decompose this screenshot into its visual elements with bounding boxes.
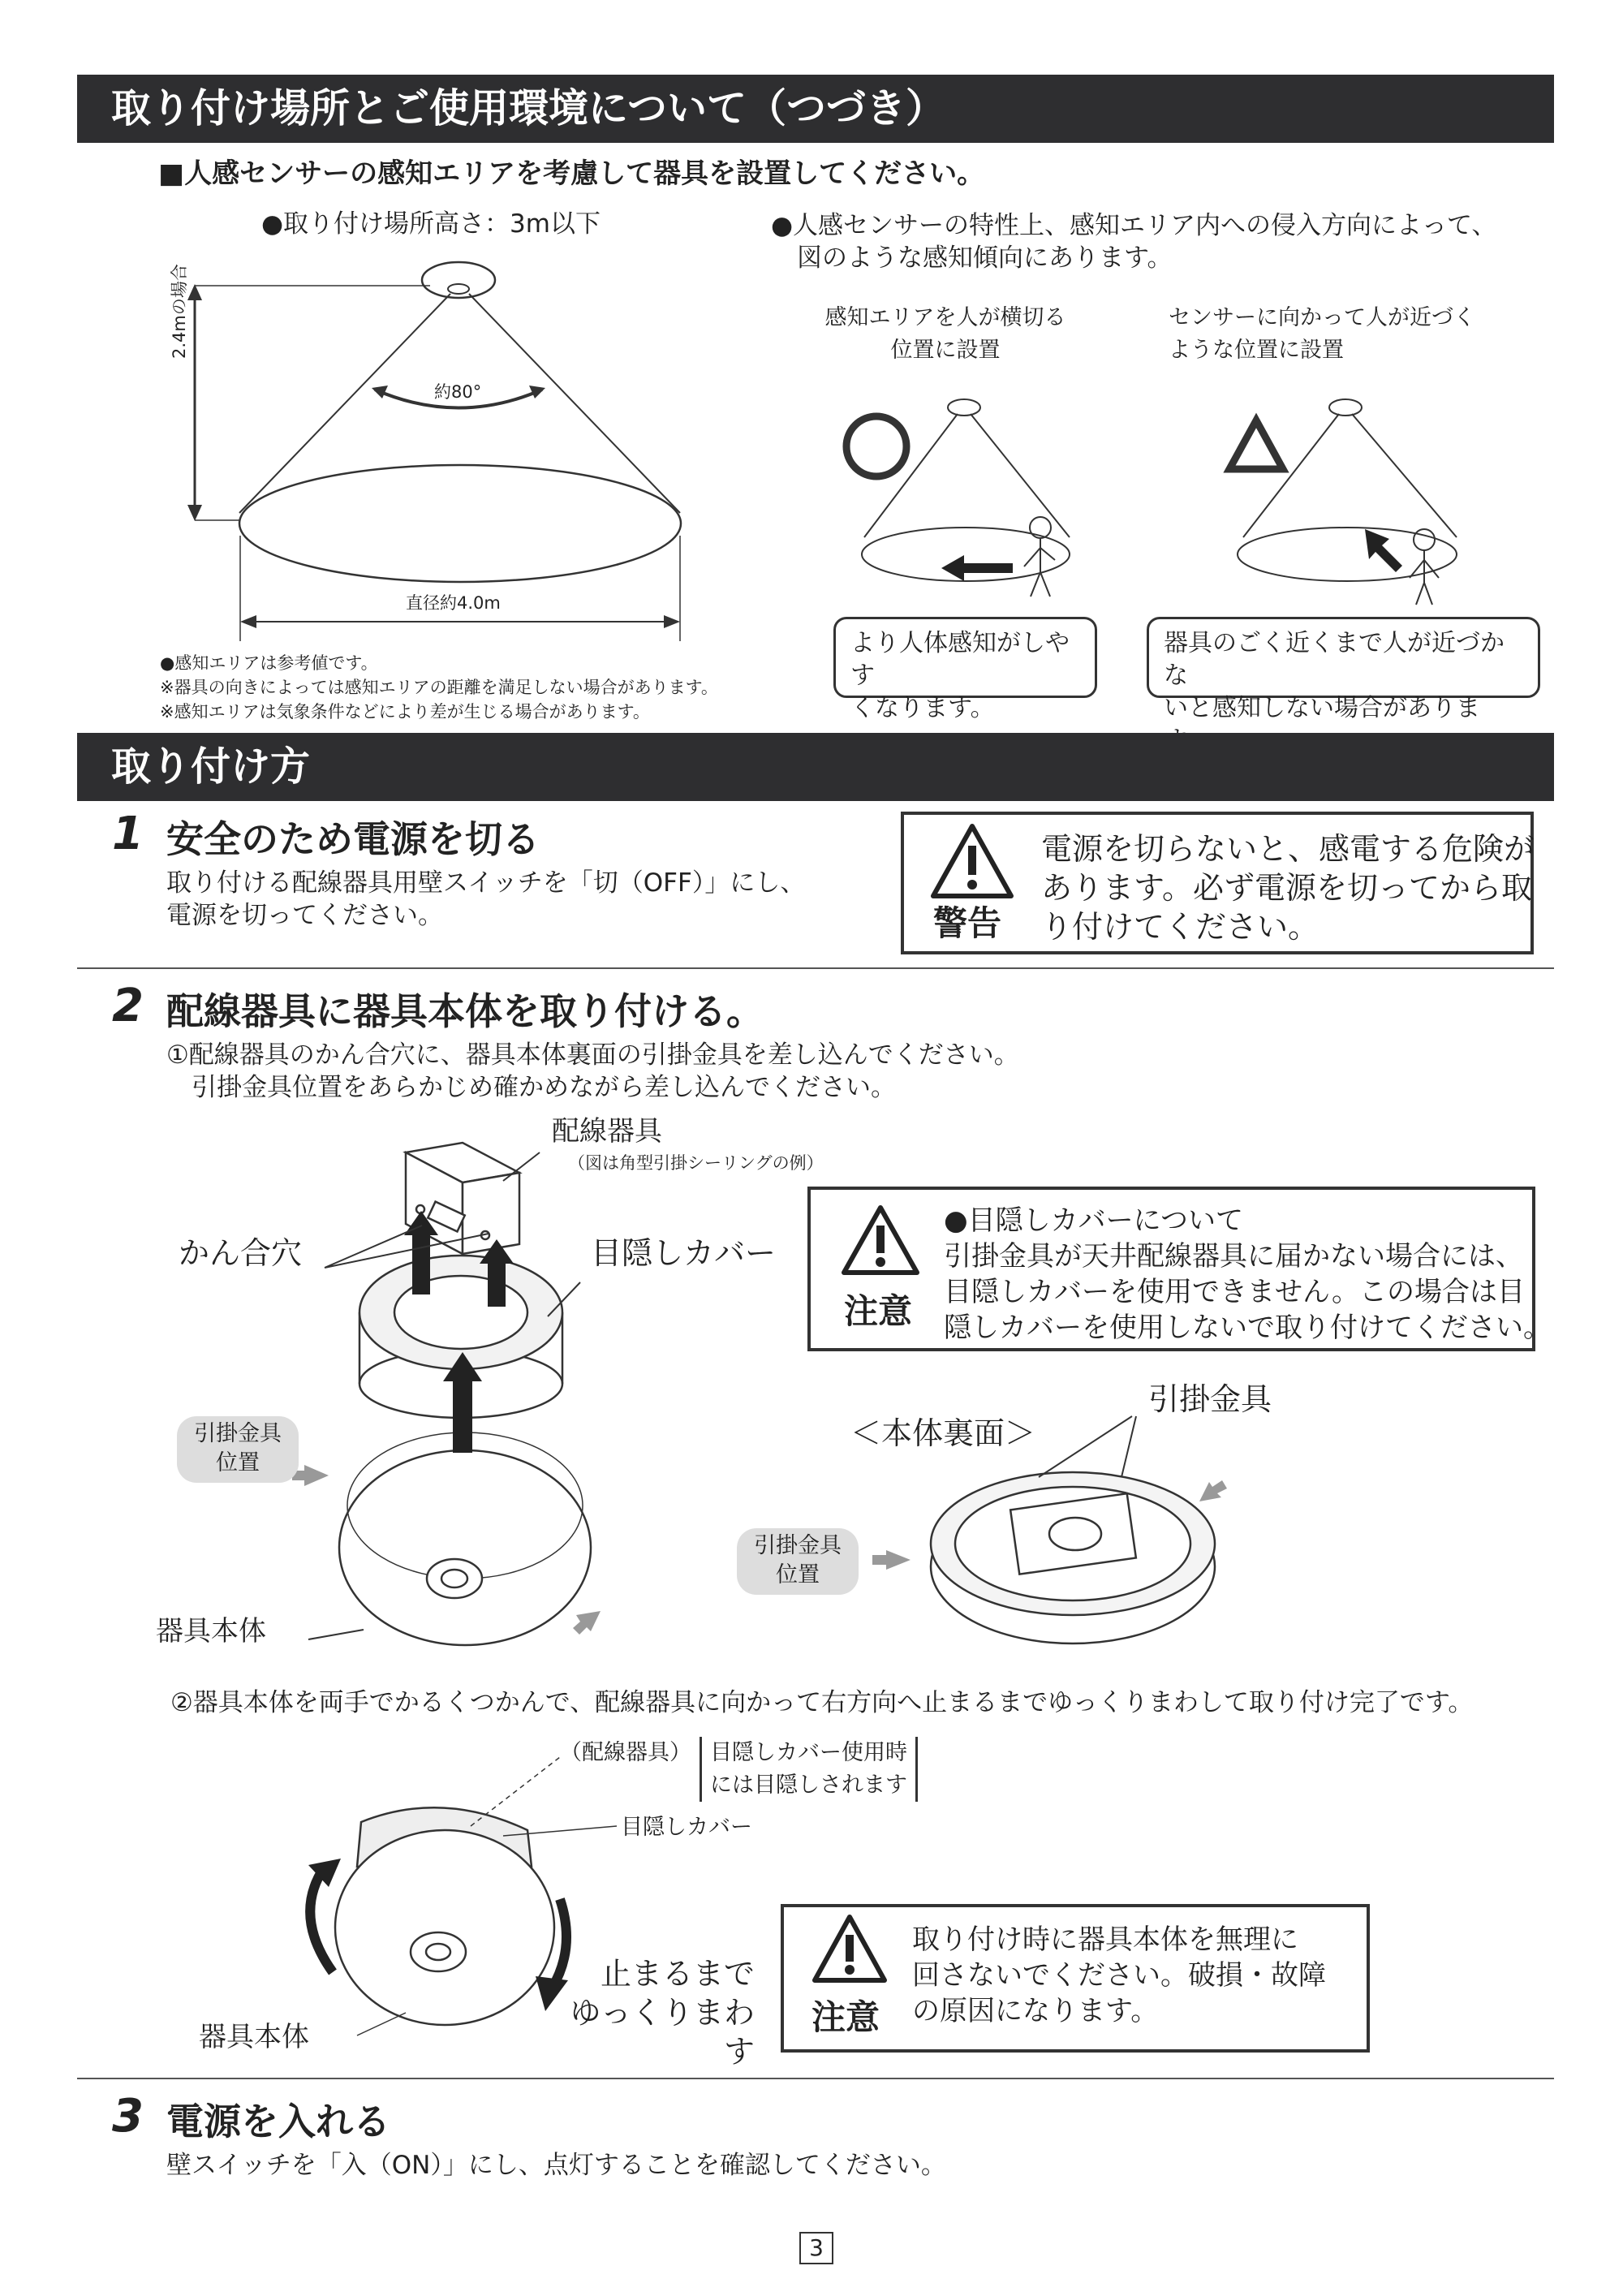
step-1-number: 1 [112, 808, 144, 860]
case-b-result: 器具のごく近くまで人が近づかな いと感知しない場合がありま [1147, 617, 1540, 698]
sensor-characteristic-line-2: 図のような感知傾向にあります。 [797, 243, 1173, 273]
hook-position-tag-back: 引掛金具 位置 [737, 1528, 859, 1595]
case-a-result: より人体感知がしやす くなります。 [833, 617, 1097, 698]
body-label: 器具本体 [156, 1615, 266, 1648]
caution-label-rotation: 注意 [812, 1997, 880, 2037]
rotation-wiring-note: 目隠しカバー使用時 には目隠しされます [700, 1737, 918, 1802]
cover-label: 目隠しカバー [591, 1235, 777, 1271]
case-a-caption: 感知エリアを人が横切る 位置に設置 [824, 305, 1066, 363]
mount-height-note: ●取り付け場所高さ：3m以下 [261, 209, 601, 239]
hook-label: 引掛金具 [1148, 1381, 1272, 1417]
caution-cover-text: ●目隠しカバーについて 引掛金具が天井配線器具に届かない場合には、 目隠しカバーを使用できません。この場合は目 隠しカバーを使用しないで取り付けてください。 [944, 1204, 1551, 1344]
wiring-device-label: 配線器具 [552, 1115, 662, 1148]
section-title-location: 取り付け場所とご使用環境について（つづき） [77, 75, 1554, 143]
wiring-device-note: （図は角型引掛シーリングの例） [568, 1153, 824, 1173]
step-3-text: 壁スイッチを「入（ON）」にし、点灯することを確認してください。 [166, 2151, 946, 2180]
diameter-label: 直径約4.0m [406, 593, 501, 613]
step-3-number: 3 [112, 2090, 144, 2143]
caution-label: 注意 [844, 1291, 913, 1331]
divider [77, 2078, 1554, 2079]
warning-label: 警告 [933, 903, 1002, 943]
angle-label: 約80° [434, 382, 482, 402]
rotation-wiring-label: （配線器具） [560, 1740, 691, 1765]
rotation-cover-label: 目隠しカバー [621, 1815, 752, 1840]
warning-text: 電源を切らないと、感電する危険が あります。必ず電源を切ってから取 り付けてください。 [1041, 831, 1535, 945]
hook-position-tag: 引掛金具 位置 [177, 1416, 299, 1483]
step-2-number: 2 [112, 980, 144, 1032]
rotation-body-label: 器具本体 [199, 2021, 309, 2053]
step-2-heading: 配線器具に器具本体を取り付ける。 [166, 989, 764, 1033]
height-label: 2.4mの場合 [170, 264, 189, 359]
step-3-heading: 電源を入れる [166, 2100, 390, 2143]
step-2-instruction-1-line-1: ①配線器具のかん合穴に、器具本体裏面の引掛金具を差し込んでください。 [166, 1040, 1019, 1070]
note-reference: ●感知エリアは参考値です。 [160, 653, 378, 673]
step-1-text-line-1: 取り付ける配線器具用壁スイッチを「切（OFF）」にし、 [166, 868, 806, 898]
step-1-heading: 安全のため電源を切る [166, 817, 540, 861]
back-view-title: ＜本体裏面＞ [850, 1415, 1036, 1451]
note-weather: ※感知エリアは気象条件などにより差が生じる場合があります。 [160, 702, 650, 722]
caution-rotation-text: 取り付け時に器具本体を無理に 回さないでください。破損・故障 の原因になります。 [912, 1923, 1326, 2027]
page-number: 3 [799, 2232, 833, 2264]
step-2-instruction-1-line-2: 引掛金具位置をあらかじめ確かめながら差し込んでください。 [166, 1073, 896, 1102]
fitting-hole-label: かん合穴 [179, 1235, 303, 1271]
step-2-instruction-2: ②器具本体を両手でかるくつかんで、配線器具に向かって右方向へ止まるまでゆっくりまわして取り付け完了です。 [170, 1688, 1474, 1717]
sensor-characteristic-line-1: ●人感センサーの特性上、感知エリア内への侵入方向によって、 [771, 211, 1497, 240]
case-b-caption: センサーに向かって人が近づく ような位置に設置 [1169, 305, 1475, 363]
section-title-installation: 取り付け方 [77, 733, 1554, 801]
sensor-area-heading: ■人感センサーの感知エリアを考慮して器具を設置してください。 [158, 157, 985, 190]
rotate-until-stop-label: 止まるまで ゆっくりまわす [570, 1956, 755, 2070]
step-1-text-line-2: 電源を切ってください。 [166, 901, 443, 930]
note-orientation: ※器具の向きによっては感知エリアの距離を満足しない場合があります。 [160, 678, 718, 697]
